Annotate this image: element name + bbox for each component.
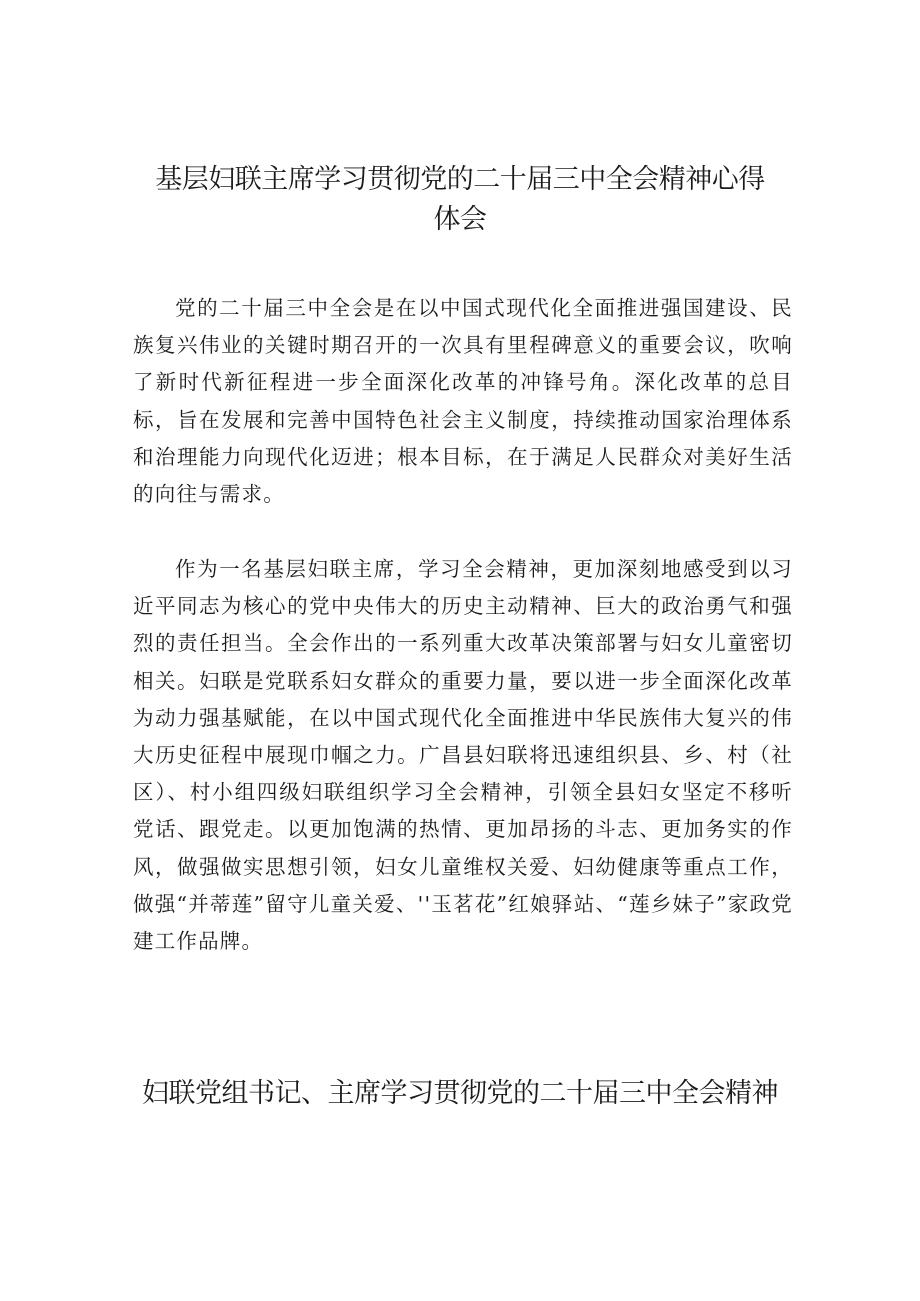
document-title-line-2: 体会 [433,204,487,235]
document-title-line-1: 基层妇联主席学习贯彻党的二十届三中全会精神心得 [155,164,765,195]
body-paragraph-1: 党的二十届三中全会是在以中国式现代化全面推进强国建设、民族复兴伟业的关键时期召开的一次具有里程碑意义的重要会议，吹响了新时代新征程进一步全面深化改革的冲锋号角。深化改革的总目标，旨在发展和完善中国特色社会主义制度，持续推动国家治理体系和治理能力向现代化迈进；根本目标，在于满足人民群众对美好生活的向往与需求。 [133,296,793,507]
body-paragraph-2: 作为一名基层妇联主席，学习全会精神，更加深刻地感受到以习近平同志为核心的党中央伟大的历史主动精神、巨大的政治勇气和强烈的责任担当。全会作出的一系列重大改革决策部署与妇女儿童密切相关。妇联是党联系妇女群众的重要力量，要以进一步全面深化改革为动力强基赋能，在以中国式现代化全面推进中华民族伟大复兴的伟大历史征程中展现巾帼之力。广昌县妇联将迅速组织县、乡、村（社区）、村小组四级妇联组织学习全会精神，引领全县妇女坚定不移听党话、跟党走。以更加饱满的热情、更加昂扬的斗志、更加务实的作风，做强做实思想引领，妇女儿童维权关爱、妇幼健康等重点工作，做强“并蒂莲”留守儿童关爱、''玉茗花”红娘驿站、“莲乡妹子”家政党建工作品牌。 [133,557,793,954]
next-article-title: 妇联党组书记、主席学习贯彻党的二十届三中全会精神 [142,1078,778,1109]
